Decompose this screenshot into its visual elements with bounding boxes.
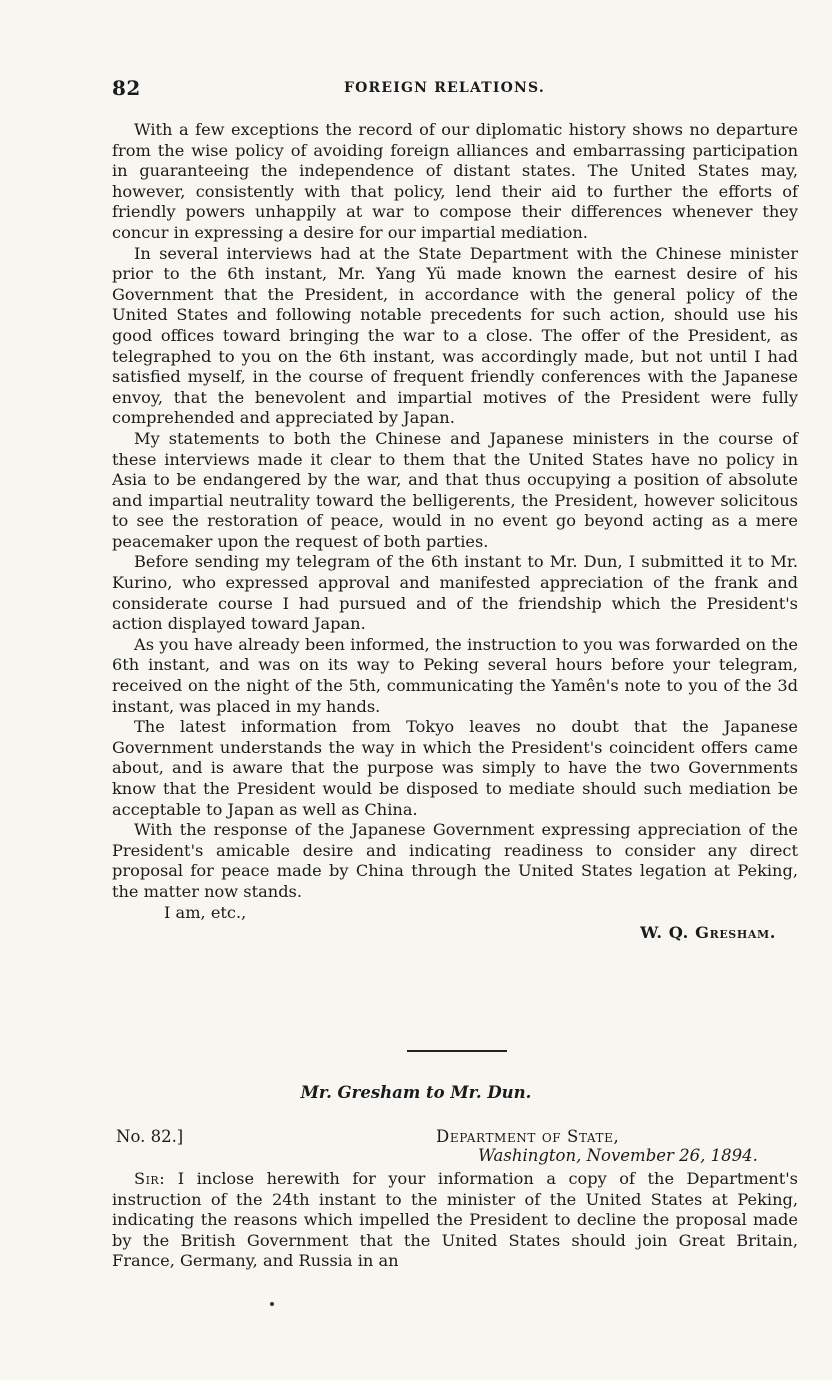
page-number: 82 — [112, 76, 141, 100]
paragraph-5: As you have already been informed, the instruction to you was forwarded on the 6th instant, and was on its way to Peking several hours before your telegram, received on the night of the 5th, communicating the Yamên's note to you of the 3d instant, was placed in my hands. — [112, 634, 798, 716]
paragraph-6: The latest information from Tokyo leaves no doubt that the Japanese Government understands the way in which the President's coincident offers came about, and is aware that the purpose was simply to have the two Governments know that the President would be disposed to mediate should such mediation be acceptable to Japan as well as China. — [112, 717, 798, 819]
paragraph-7: With the response of the Japanese Government expressing appreciation of the President's amicable desire and indicating readiness to consider any direct proposal for peace made by China through the United States legation at Peking, the matter now stands. — [112, 820, 798, 901]
section-divider — [407, 1050, 507, 1052]
letter-title: Mr. Gresham to Mr. Dun. — [300, 1083, 532, 1102]
letter-body-text: I inclose herewith for your information a copy of the Department's instruction of the 24th instant to the minister of the United States at Peking, indicating the reasons which impelled the President to decline the proposal made by the British Government that the United States should join Great Britain, France, Germany, and Russia in an — [112, 1169, 798, 1271]
paragraph-1: With a few exceptions the record of our diplomatic history shows no departure from the wise policy of avoiding foreign alliances and embarrassing participation in guaranteeing the independence of distant states. The United States may, however, consistently with that policy, lend their aid to further the efforts of friendly powers unhappily at war to compose their differences whenever they concur in expressing a desire for our impartial mediation. — [112, 120, 798, 242]
print-speck — [270, 1302, 274, 1306]
letter-paragraph — [112, 1169, 798, 1272]
letter-department: Department of State, — [436, 1127, 620, 1146]
paragraph-2: In several interviews had at the State Department with the Chinese minister prior to the 6th instant, Mr. Yang Yü made known the earnest desire of his Government that the President, in accordance with the general policy of the United States and following notable precedents for such action, should use his good offices toward bringing the war to a close. The offer of the President, as telegraphed to you on the 6th instant, was accordingly made, but not until I had satisfied myself, in the course of frequent friendly conferences with the Japanese envoy, that the benevolent and impartial motives of the President were fully comprehended and appreciated by Japan. — [112, 243, 798, 428]
letter-dateline: Washington, November 26, 1894. — [478, 1146, 758, 1165]
salutation: Sir: — [134, 1169, 166, 1188]
letter-body — [112, 1169, 798, 1272]
paragraph-4: Before sending my telegram of the 6th instant to Mr. Dun, I submitted it to Mr. Kurino, who expressed approval and manifested appreciation of the frank and considerate course I had pursued and of the friendship which the President's action displayed toward Japan. — [112, 552, 798, 634]
closing-line: I am, etc., — [164, 902, 247, 922]
letter-number: No. 82.] — [116, 1127, 184, 1146]
paragraph-3: My statements to both the Chinese and Japanese ministers in the course of these interviews made it clear to them that the United States have no policy in Asia to be endangered by the war, and that thus occupying a position of absolute and impartial neutrality toward the belligerents, the President, however solicitous to see the restoration of peace, would in no event go beyond acting as a mere peacemaker upon the request of both parties. — [112, 428, 798, 551]
running-title: FOREIGN RELATIONS. — [344, 80, 545, 96]
dispatch-body — [112, 120, 798, 944]
page-header — [112, 76, 800, 100]
signature: W. Q. Gresham. — [640, 923, 776, 943]
